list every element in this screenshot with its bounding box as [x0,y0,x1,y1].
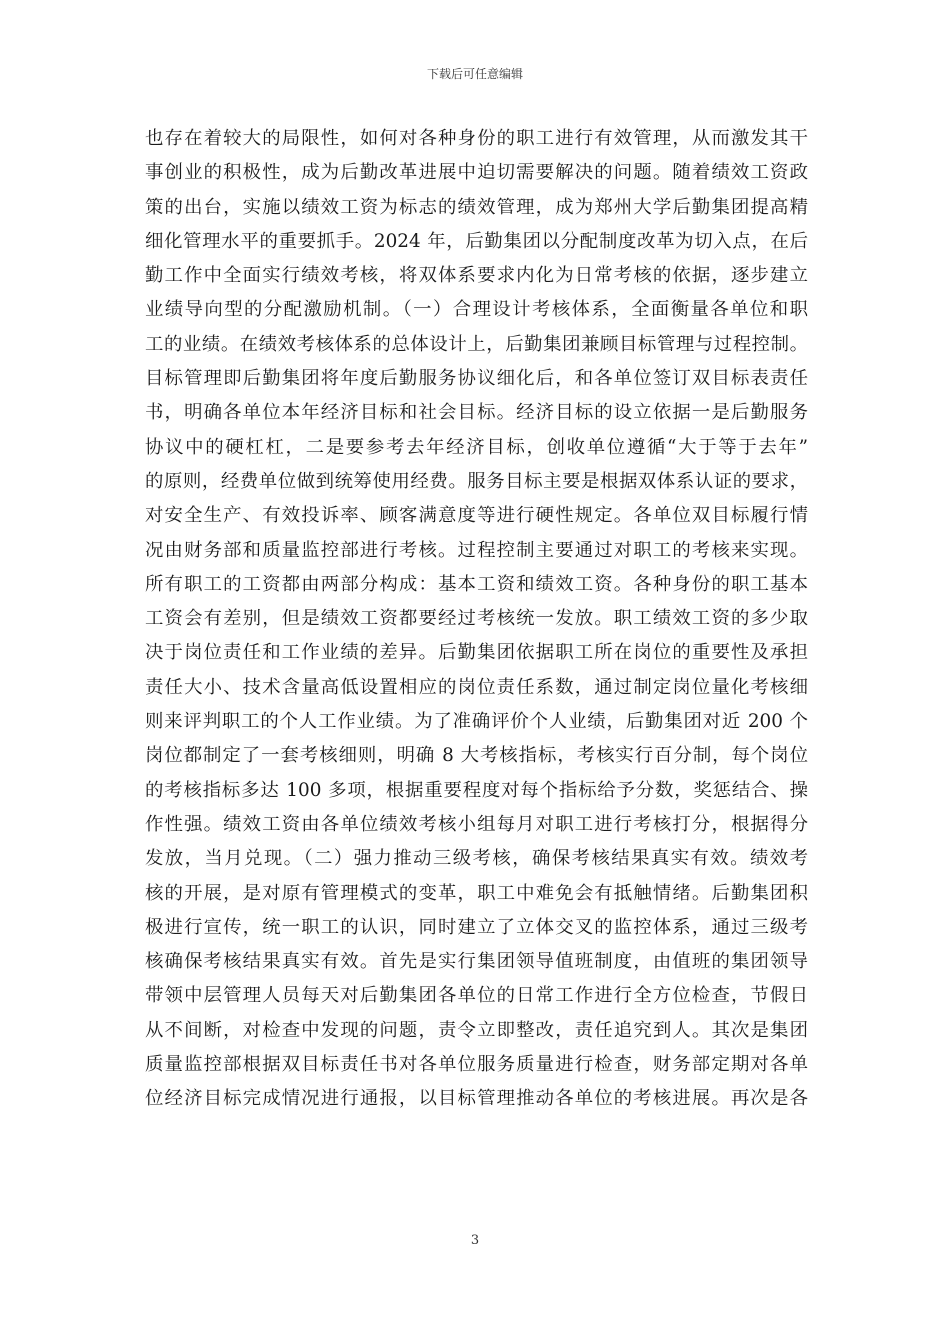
text-line: 发放，当月兑现。（二）强力推动三级考核，确保考核结果真实有效。绩效考 [145,848,808,870]
text-line: 核的开展，是对原有管理模式的变革，职工中难免会有抵触情绪。后勤集团积 [145,882,808,904]
text-line: 勤工作中全面实行绩效考核，将双体系要求内化为日常考核的依据，逐步建立 [145,265,808,287]
text-line: 对安全生产、有效投诉率、顾客满意度等进行硬性规定。各单位双目标履行情 [145,505,808,527]
text-line: 责任大小、技术含量高低设置相应的岗位责任系数，通过制定岗位量化考核细 [145,676,808,698]
text-line: 工的业绩。在绩效考核体系的总体设计上，后勤集团兼顾目标管理与过程控制。 [145,333,808,355]
text-line: 况由财务部和质量监控部进行考核。过程控制主要通过对职工的考核来实现。 [145,539,808,561]
text-line: 所有职工的工资都由两部分构成：基本工资和绩效工资。各种身份的职工基本 [145,573,808,595]
text-line: 也存在着较大的局限性，如何对各种身份的职工进行有效管理，从而激发其干 [145,128,808,149]
page-header: 下载后可任意编辑 [426,67,523,81]
text-line: 核确保考核结果真实有效。首先是实行集团领导值班制度，由值班的集团领导 [145,951,808,973]
text-line: 的考核指标多达 100 多项，根据重要程度对每个指标给予分数，奖惩结合、操 [145,779,808,801]
text-line: 极进行宣传，统一职工的认识，同时建立了立体交叉的监控体系，通过三级考 [145,916,808,938]
text-line: 事创业的积极性，成为后勤改革进展中迫切需要解决的问题。随着绩效工资政 [145,162,808,184]
text-line: 从不间断，对检查中发现的问题，责令立即整改，责任追究到人。其次是集团 [145,1019,808,1041]
text-line: 岗位都制定了一套考核细则，明确 8 大考核指标，考核实行百分制，每个岗位 [145,745,808,767]
text-line: 协议中的硬杠杠，二是要参考去年经济目标，创收单位遵循“大于等于去年” [145,436,808,458]
text-line: 细化管理水平的重要抓手。2024 年，后勤集团以分配制度改革为切入点，在后 [145,230,808,252]
text-line: 作性强。绩效工资由各单位绩效考核小组每月对职工进行考核打分，根据得分 [145,813,808,835]
text-line: 带领中层管理人员每天对后勤集团各单位的日常工作进行全方位检查，节假日 [145,985,808,1007]
text-line: 工资会有差别，但是绩效工资都要经过考核统一发放。职工绩效工资的多少取 [145,608,808,630]
body-text [145,122,808,1117]
text-line: 则来评判职工的个人工作业绩。为了准确评价个人业绩，后勤集团对近 200 个 [145,711,808,733]
text-line: 书，明确各单位本年经济目标和社会目标。经济目标的设立依据一是后勤服务 [145,402,808,424]
text-line: 位经济目标完成情况进行通报，以目标管理推动各单位的考核进展。再次是各 [145,1088,808,1110]
text-line: 策的出台，实施以绩效工资为标志的绩效管理，成为郑州大学后勤集团提高精 [145,196,808,218]
text-line: 质量监控部根据双目标责任书对各单位服务质量进行检查，财务部定期对各单 [145,1054,808,1076]
text-line: 的原则，经费单位做到统筹使用经费。服务目标主要是根据双体系认证的要求， [145,470,808,492]
page-number: 3 [470,1233,480,1248]
text-line: 目标管理即后勤集团将年度后勤服务协议细化后，和各单位签订双目标表责任 [145,368,808,390]
text-line: 业绩导向型的分配激励机制。（一）合理设计考核体系，全面衡量各单位和职 [145,299,808,321]
text-line: 决于岗位责任和工作业绩的差异。后勤集团依据职工所在岗位的重要性及承担 [145,642,808,664]
